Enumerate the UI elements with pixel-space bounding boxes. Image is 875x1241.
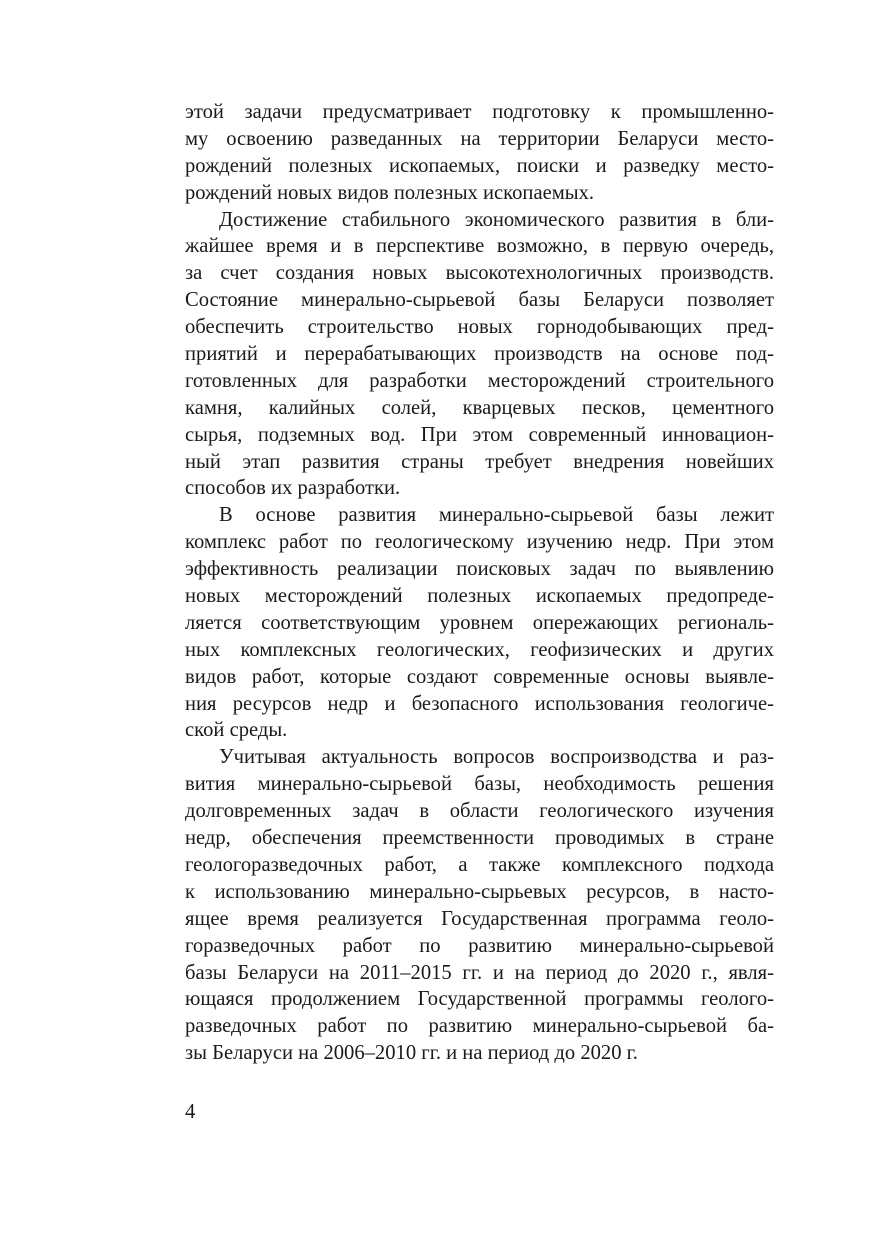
text-line: обеспечить строительство новых горнодобывающих пред- bbox=[185, 316, 774, 339]
text-line: за счет создания новых высокотехнологичных производств. bbox=[185, 262, 774, 285]
text-line: новых месторождений полезных ископаемых предопреде- bbox=[185, 585, 774, 608]
text-line: жайшее время и в перспективе возможно, в первую очередь, bbox=[185, 235, 774, 258]
text-line: ных комплексных геологических, геофизических и других bbox=[185, 638, 774, 661]
text-line: недр, обеспечения преемственности проводимых в стране bbox=[185, 827, 774, 850]
text-line: ния ресурсов недр и безопасного использования геологиче- bbox=[185, 692, 774, 715]
text-line: базы Беларуси на 2011–2015 гг. и на период до 2020 г., явля- bbox=[185, 961, 774, 984]
text-line: способов их разработки. bbox=[185, 477, 401, 500]
text-line: комплекс работ по геологическому изучению недр. При этом bbox=[185, 531, 774, 554]
paragraph-3 bbox=[185, 502, 774, 744]
text-line: разведочных работ по развитию минерально-сырьевой ба- bbox=[185, 1015, 774, 1038]
text-line: эффективность реализации поисковых задач по выявлению bbox=[185, 558, 774, 581]
text-line: Достижение стабильного экономического развития в бли- bbox=[219, 208, 774, 231]
text-line: ской среды. bbox=[185, 719, 288, 742]
text-line: рождений полезных ископаемых, поиски и разведку место- bbox=[185, 154, 774, 177]
text-line: геологоразведочных работ, а также комплексного подхода bbox=[185, 853, 774, 876]
paragraph-4 bbox=[185, 744, 774, 1067]
text-line: му освоению разведанных на территории Беларуси место- bbox=[185, 127, 774, 150]
text-line: долговременных задач в области геологического изучения bbox=[185, 800, 774, 823]
text-line: этой задачи предусматривает подготовку к промышленно- bbox=[185, 101, 774, 123]
text-line: камня, калийных солей, кварцевых песков, цементного bbox=[185, 396, 774, 419]
text-line: готовленных для разработки месторождений строительного bbox=[185, 369, 774, 392]
text-line: приятий и перерабатывающих производств на основе под- bbox=[185, 343, 774, 366]
text-line: Учитывая актуальность вопросов воспроизводства и раз- bbox=[219, 746, 774, 769]
text-line: ный этап развития страны требует внедрения новейших bbox=[185, 450, 774, 473]
text-line: ляется соответствующим уровнем опережающих региональ- bbox=[185, 611, 774, 634]
page-body bbox=[185, 99, 774, 1067]
text-line: горазведочных работ по развитию минерально-сырьевой bbox=[185, 934, 774, 957]
page-number: 4 bbox=[185, 1101, 196, 1123]
text-line: рождений новых видов полезных ископаемых. bbox=[185, 181, 595, 204]
text-line: к использованию минерально-сырьевых ресурсов, в насто- bbox=[185, 880, 774, 903]
text-line: Состояние минерально-сырьевой базы Беларуси позволяет bbox=[185, 289, 774, 312]
text-line: видов работ, которые создают современные основы выявле- bbox=[185, 665, 774, 688]
text-line: В основе развития минерально-сырьевой базы лежит bbox=[219, 504, 774, 527]
text-line: сырья, подземных вод. При этом современный инновацион- bbox=[185, 423, 774, 446]
text-line: ящее время реализуется Государственная программа геоло- bbox=[185, 907, 774, 930]
paragraph-2 bbox=[185, 207, 774, 503]
text-line: зы Беларуси на 2006–2010 гг. и на период до 2020 г. bbox=[185, 1042, 638, 1065]
text-line: ющаяся продолжением Государственной программы геолого- bbox=[185, 988, 774, 1011]
text-line: вития минерально-сырьевой базы, необходимость решения bbox=[185, 773, 774, 796]
paragraph-1 bbox=[185, 99, 774, 207]
